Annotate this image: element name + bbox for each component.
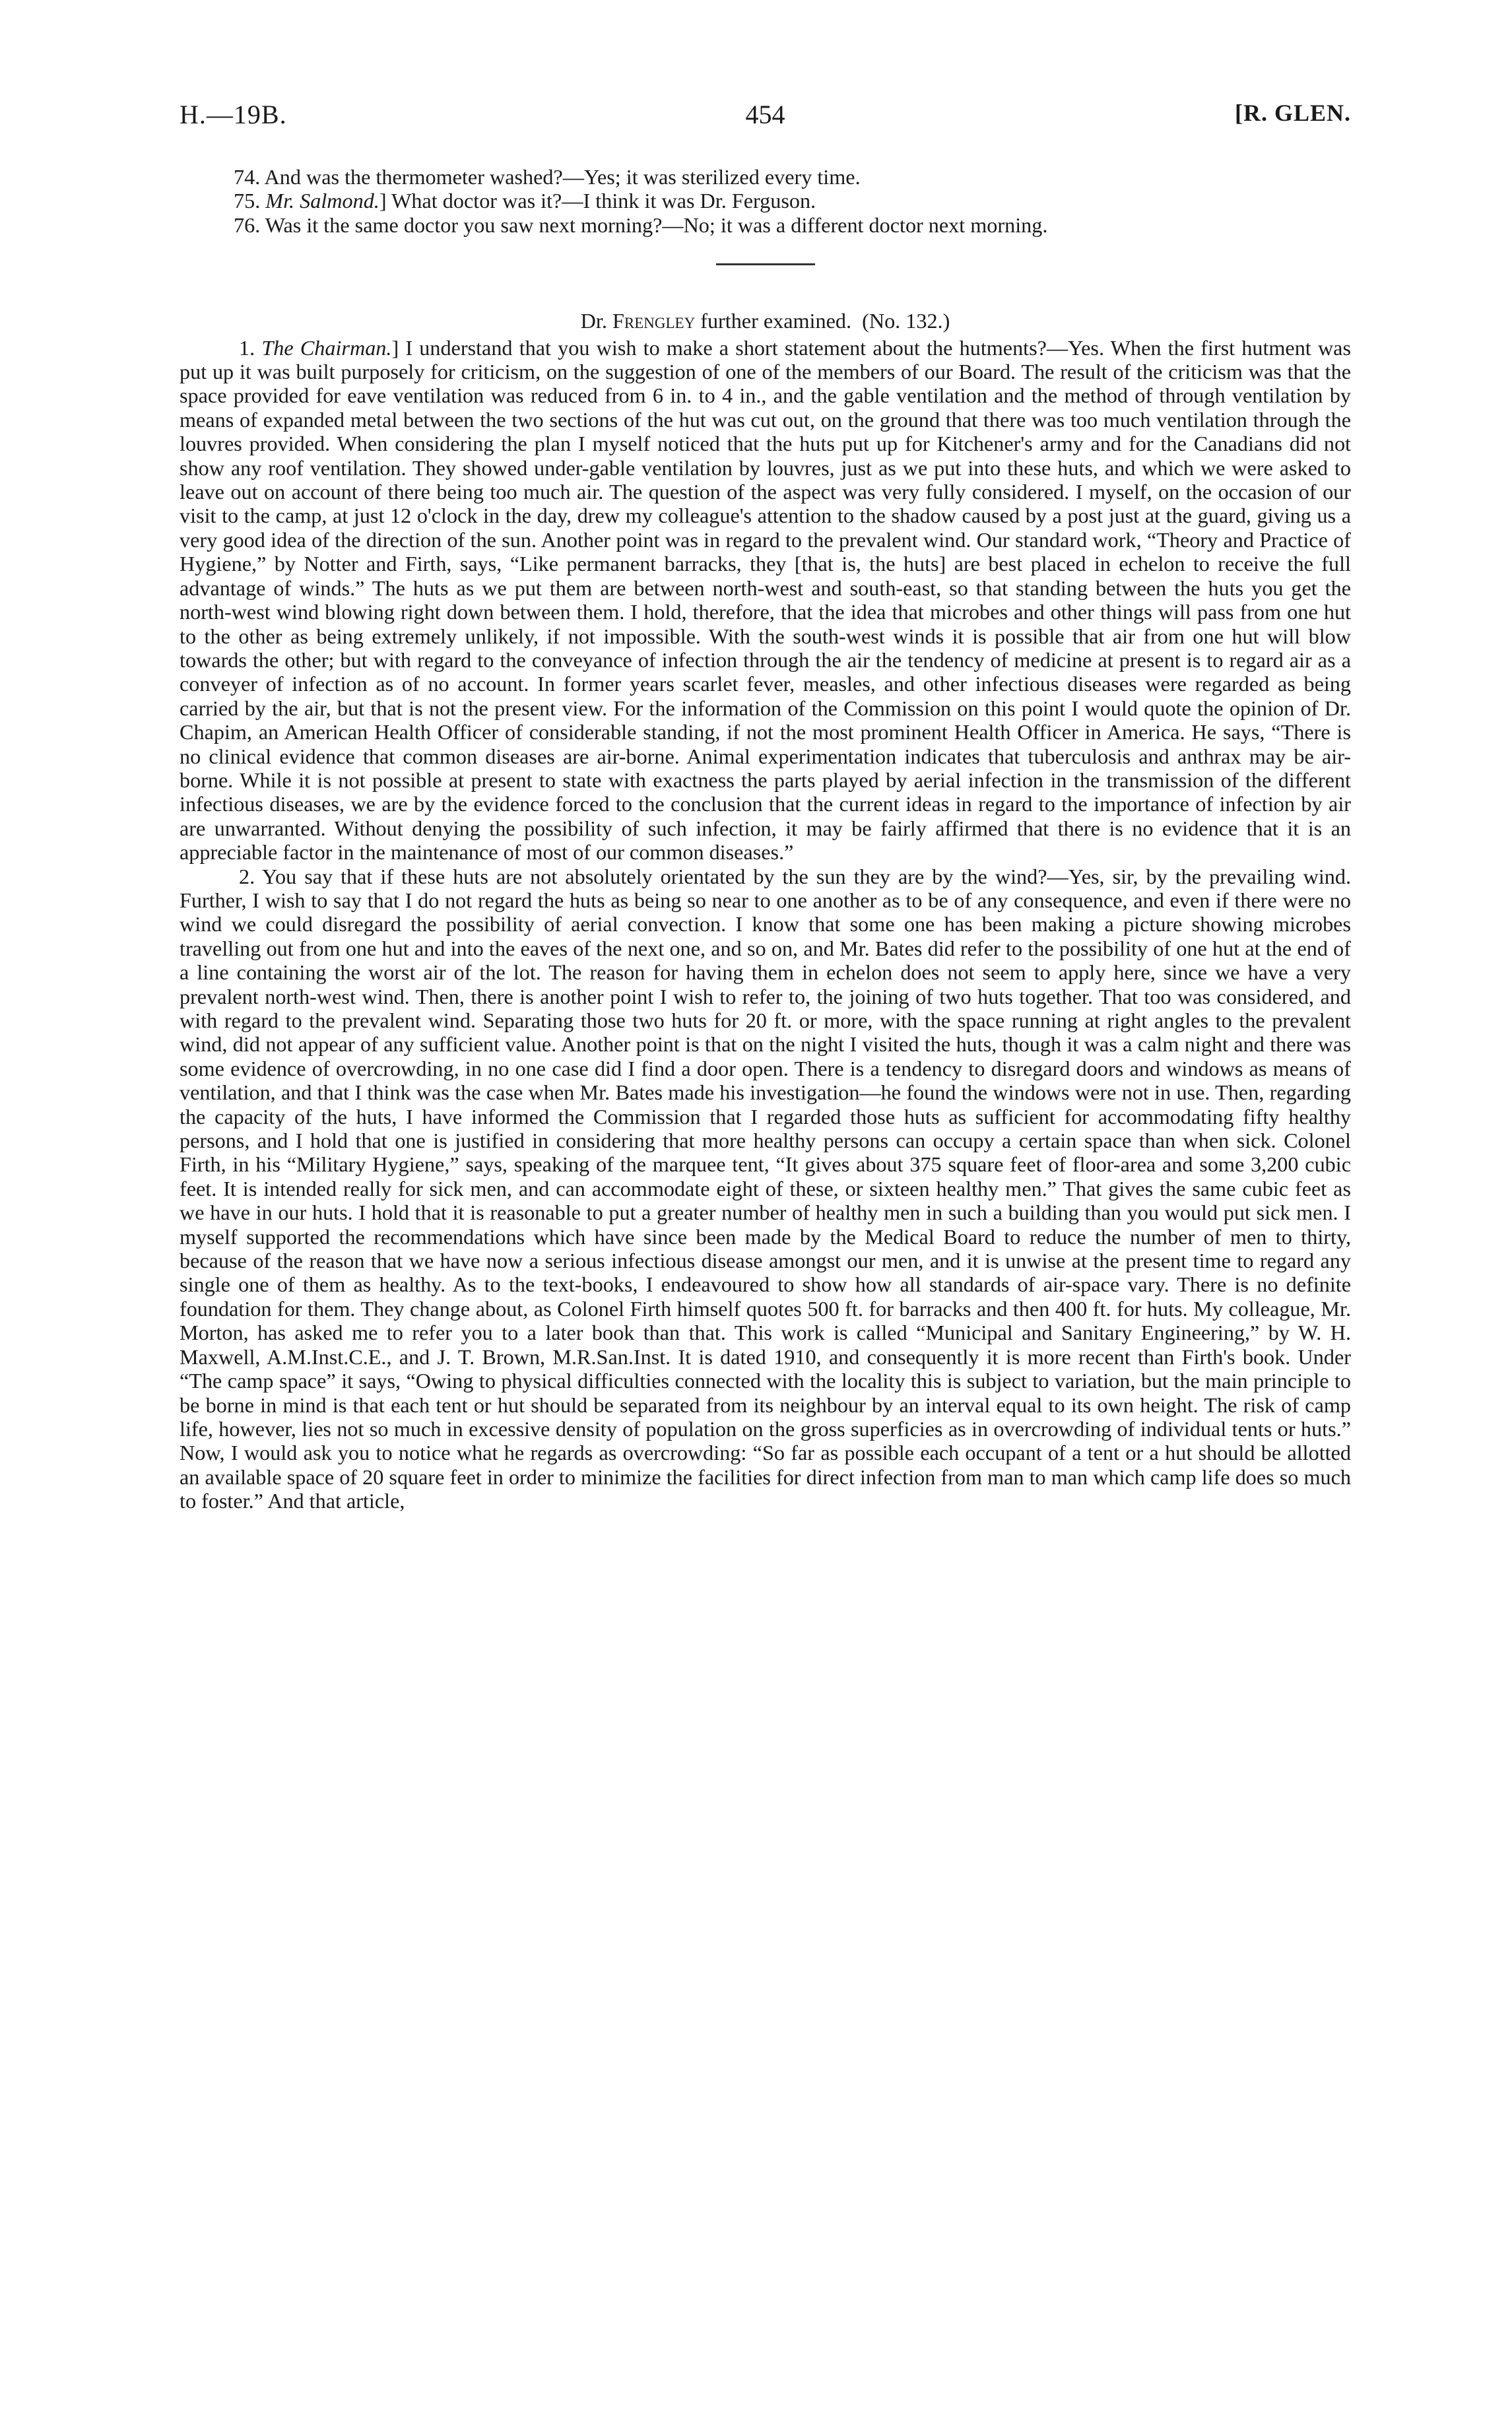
witness-name: [R. GLEN.: [1234, 100, 1351, 126]
paragraph-1: 1. The Chairman.] I understand that you wish to make a short statement about the hutments?—Yes. When the first hutment was put up it was built purposely for criticism, on the suggestion of one of the members of our Board. The result of the criticism was that the space provided for eave ventilation was reduced from 6 in. to 4 in., and the gable ventilation and the method of through ventilation by means of expanded metal between the two sections of the hut was cut out, on the ground that there was too much ventilation through the louvres provided. When considering the plan I myself noticed that the huts put up for Kitchener's army and for the Canadians did not show any roof ventilation. They showed under-gable ventilation by louvres, just as we put into these huts, and which we were asked to leave out on account of there being too much air. The question of the aspect was very fully considered. I myself, on the occasion of our visit to the camp, at just 12 o'clock in the day, drew my colleague's attention to the shadow caused by a post just at the guard, giving us a very good idea of the direction of the sun. Another point was in regard to the prevalent wind. Our standard work, “Theory and Practice of Hygiene,” by Notter and Firth, says, “Like permanent barracks, they [that is, the huts] are best placed in echelon to receive the full advantage of winds.” The huts as we put them are between north-west and south-east, so that standing between the huts you get the north-west wind blowing right down between them. I hold, therefore, that the idea that microbes and other things will pass from one hut to the other as being extremely unlikely, if not impossible. With the south-west winds it is possible that air from one hut will blow towards the other; but with regard to the conveyance of infection through the air the tendency of medicine at present is to regard air as a conveyer of infection as of no account. In former years scarlet fever, measles, and other infectious diseases were regarded as being carried by the air, but that is not the present view. For the information of the Commission on this point I would quote the opinion of Dr. Chapim, an American Health Officer of considerable standing, if not the most prominent Health Officer in America. He says, “There is no clinical evidence that common diseases are air-borne. Animal experimentation indicates that tuberculosis and anthrax may be air-borne. While it is not possible at present to state with exactness the parts played by aerial infection in the transmission of the different infectious diseases, we are by the evidence forced to the conclusion that the current ideas in regard to the importance of infection by air are unwarranted. Without denying the possibility of such infection, it may be fairly affirmed that there is no evidence that it is an appreciable factor in the maintenance of most of our common diseases.”: [180, 335, 1351, 865]
page-number: 454: [745, 100, 785, 129]
document-reference: H.—19B.: [180, 100, 287, 129]
speaker-label: The Chairman.: [261, 335, 392, 360]
question-74: 74. And was the thermometer washed?—Yes; it was sterilized every time.: [234, 165, 861, 189]
section-divider: [716, 263, 815, 265]
question-76: 76. Was it the same doctor you saw next morning?—No; it was a different doctor next morning.: [234, 213, 1048, 237]
paragraph-2: 2. You say that if these huts are not absolutely orientated by the sun they are by the wind?—Yes, sir, by the prevailing wind. Further, I wish to say that I do not regard the huts as being so near to one another as to be of any consequence, and even if there were no wind we could disregard the possibility of aerial convection. I know that some one has been making a picture showing microbes travelling out from one hut and into the eaves of the next one, and so on, and Mr. Bates did refer to the possibility of one hut at the end of a line containing the worst air of the lot. The reason for having them in echelon does not seem to apply here, since we have a very prevalent north-west wind. Then, there is another point I wish to refer to, the joining of two huts together. That too was considered, and with regard to the prevalent wind. Separating those two huts for 20 ft. or more, with the space running at right angles to the prevalent wind, did not appear of any sufficient value. Another point is that on the night I visited the huts, though it was a calm night and there was some evidence of overcrowding, in no one case did I find a door open. There is a tendency to disregard doors and windows as means of ventilation, and that I think was the case when Mr. Bates made his investigation—he found the windows were not in use. Then, regarding the capacity of the huts, I have informed the Commission that I regarded those huts as sufficient for accommodating fifty healthy persons, and I hold that one is justified in considering that more healthy persons can occupy a certain space than when sick. Colonel Firth, in his “Military Hygiene,” says, speaking of the marquee tent, “It gives about 375 square feet of floor-area and some 3,200 cubic feet. It is intended really for sick men, and can accommodate eight of these, or sixteen healthy men.” That gives the same cubic feet as we have in our huts. I hold that it is reasonable to put a greater number of healthy men in such a building than you would put sick men. I myself supported the recommendations which have since been made by the Medical Board to reduce the number of men to thirty, because of the reason that we have now a serious infectious disease amongst our men, and it is unwise at the present time to regard any single one of them as healthy. As to the text-books, I endeavoured to show how all standards of air-space vary. There is no definite foundation for them. They change about, as Colonel Firth himself quotes 500 ft. for barracks and then 400 ft. for huts. My colleague, Mr. Morton, has asked me to refer you to a later book than that. This work is called “Municipal and Sanitary Engineering,” by W. H. Maxwell, A.M.Inst.C.E., and J. T. Brown, M.R.San.Inst. It is dated 1910, and consequently it is more recent than Firth's book. Under “The camp space” it says, “Owing to physical difficulties connected with the locality this is subject to variation, but the main principle to be borne in mind is that each tent or hut should be separated from its neighbour by an interval equal to its own height. The risk of camp life, however, lies not so much in excessive density of population on the gross superficies as in overcrowding of individual tents or huts.” Now, I would ask you to notice what he regards as overcrowding: “So far as possible each occupant of a tent or a hut should be allotted an available space of 20 square feet in order to minimize the facilities for direct infection from man to man which camp life does so much to foster.” And that article,: [180, 864, 1351, 1513]
question-75: 75. Mr. Salmond.] What doctor was it?—I think it was Dr. Ferguson.: [234, 189, 816, 213]
previous-examination-end: [180, 165, 1351, 237]
speaker-label: Mr. Salmond.: [265, 189, 379, 213]
page-body: [180, 165, 1351, 1513]
running-header: [180, 99, 1351, 139]
witness-heading: Dr. Frengley further examined. (No. 132.): [580, 309, 950, 333]
